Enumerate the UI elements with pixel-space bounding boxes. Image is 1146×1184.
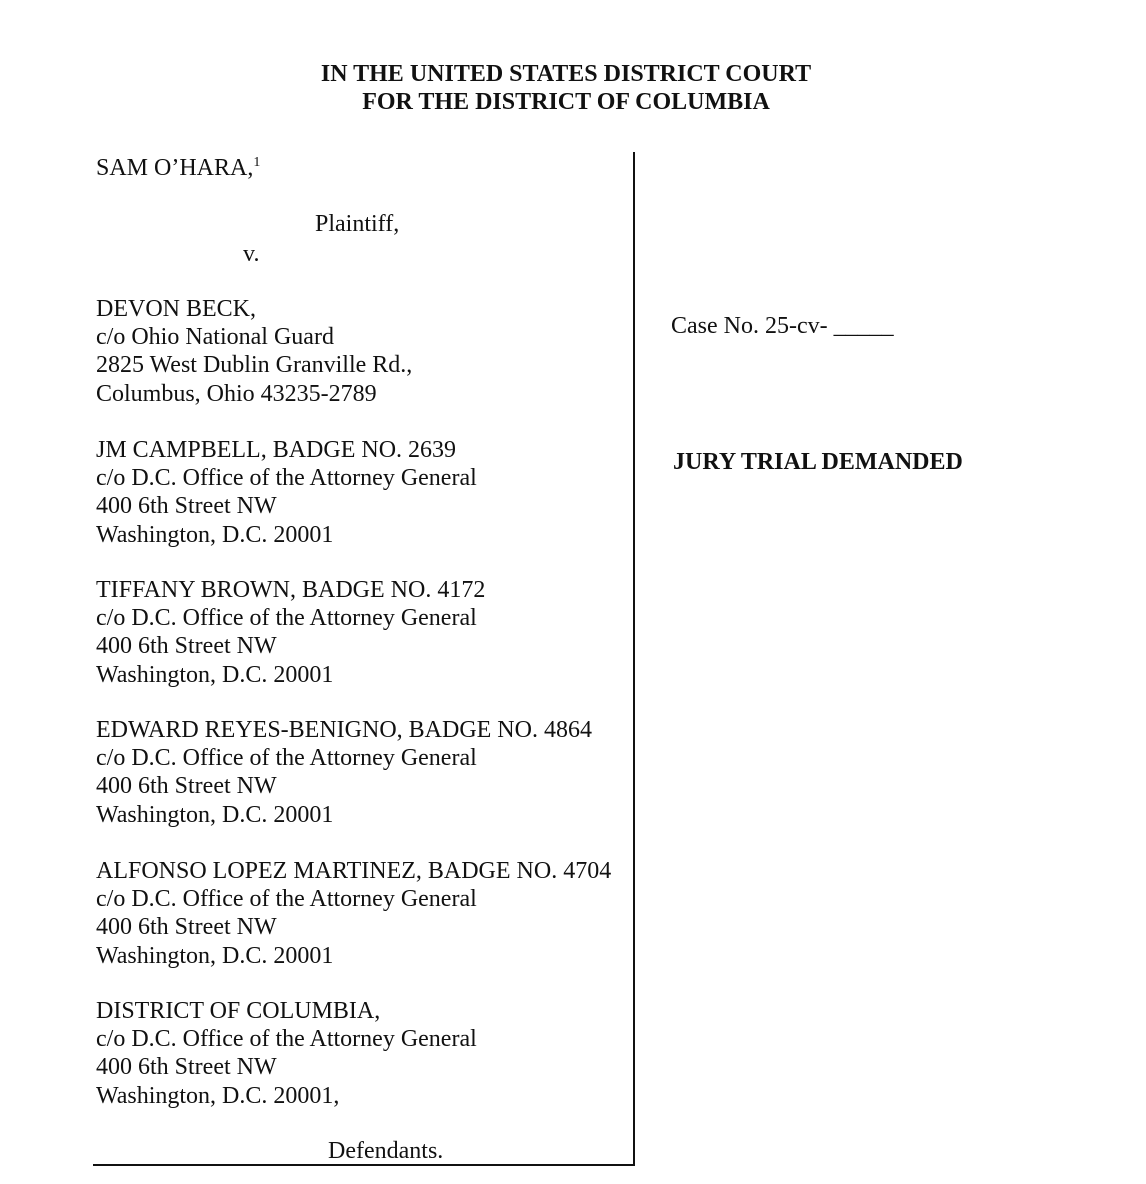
defendant-address-line: Columbus, Ohio 43235-2789 bbox=[96, 380, 377, 407]
footnote-marker: 1 bbox=[253, 155, 261, 170]
plaintiff-role: Plaintiff, bbox=[315, 211, 400, 237]
versus-label: v. bbox=[243, 241, 260, 267]
defendant-address-line: c/o D.C. Office of the Attorney General bbox=[96, 745, 477, 772]
defendant-block-2 bbox=[96, 436, 477, 549]
defendant-name: JM CAMPBELL, BADGE NO. 2639 bbox=[96, 437, 457, 463]
defendant-address-line: c/o D.C. Office of the Attorney General bbox=[96, 605, 477, 632]
defendant-address-line: 400 6th Street NW bbox=[96, 493, 277, 520]
defendants-role: Defendants. bbox=[328, 1138, 444, 1164]
court-heading-line-1: IN THE UNITED STATES DISTRICT COURT bbox=[320, 61, 812, 87]
defendant-block-4 bbox=[96, 716, 592, 829]
defendant-address-line: 400 6th Street NW bbox=[96, 914, 277, 941]
defendant-address-line: c/o D.C. Office of the Attorney General bbox=[96, 1026, 477, 1053]
jury-trial-demand: JURY TRIAL DEMANDED bbox=[673, 449, 963, 475]
defendant-address-line: c/o D.C. Office of the Attorney General bbox=[96, 886, 477, 913]
defendant-name: DISTRICT OF COLUMBIA, bbox=[96, 998, 381, 1024]
defendant-address-line: Washington, D.C. 20001 bbox=[96, 801, 334, 828]
defendant-address-line: Washington, D.C. 20001 bbox=[96, 942, 334, 969]
defendant-address-line: Washington, D.C. 20001 bbox=[96, 521, 334, 548]
court-heading-line-2: FOR THE DISTRICT OF COLUMBIA bbox=[362, 89, 770, 115]
defendant-name: EDWARD REYES-BENIGNO, BADGE NO. 4864 bbox=[96, 717, 592, 743]
caption-bottom-rule bbox=[93, 1164, 635, 1166]
defendant-address-line: 400 6th Street NW bbox=[96, 633, 277, 660]
defendant-block-5 bbox=[96, 857, 611, 970]
defendant-address-line: 400 6th Street NW bbox=[96, 773, 277, 800]
defendant-name: DEVON BECK, bbox=[96, 296, 256, 322]
caption-vertical-divider bbox=[633, 152, 635, 1166]
defendant-address-line: 400 6th Street NW bbox=[96, 1054, 277, 1081]
defendant-name: ALFONSO LOPEZ MARTINEZ, BADGE NO. 4704 bbox=[96, 858, 612, 884]
defendant-block-1 bbox=[96, 295, 412, 408]
defendant-address-line: Washington, D.C. 20001 bbox=[96, 661, 334, 688]
defendant-name: TIFFANY BROWN, BADGE NO. 4172 bbox=[96, 577, 486, 603]
defendant-address-line: c/o Ohio National Guard bbox=[96, 324, 334, 351]
plaintiff-name bbox=[96, 154, 260, 182]
court-heading bbox=[0, 60, 1132, 116]
defendant-block-3 bbox=[96, 576, 485, 689]
defendant-address-line: c/o D.C. Office of the Attorney General bbox=[96, 465, 477, 492]
plaintiff-name-text: SAM O’HARA, bbox=[96, 155, 254, 181]
case-number: Case No. 25-cv- _____ bbox=[671, 313, 894, 339]
defendant-block-6 bbox=[96, 997, 477, 1110]
defendant-address-line: Washington, D.C. 20001, bbox=[96, 1082, 340, 1109]
defendant-address-line: 2825 West Dublin Granville Rd., bbox=[96, 352, 413, 379]
